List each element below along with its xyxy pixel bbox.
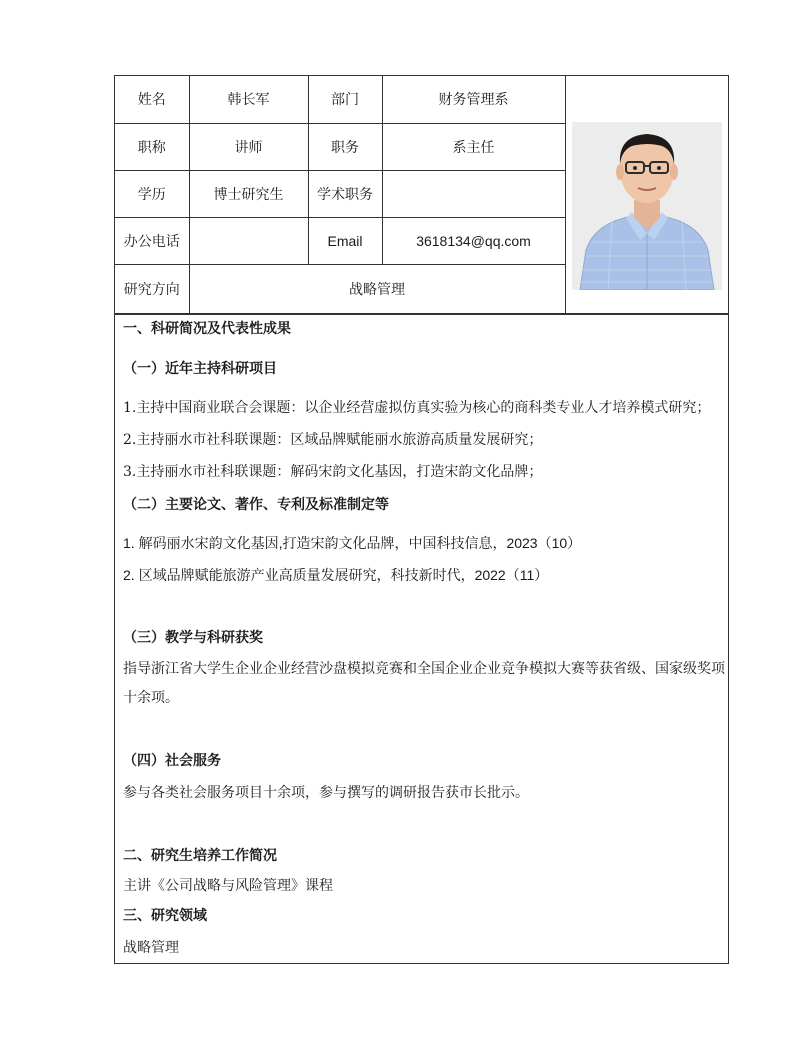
phone-value	[189, 217, 308, 264]
phone-label: 办公电话	[115, 217, 189, 264]
section1-sub3-heading: （三）教学与科研获奖	[123, 630, 263, 646]
table-bottom-divider	[114, 313, 729, 314]
section3-text: 战略管理	[123, 940, 179, 956]
research-value: 战略管理	[189, 264, 565, 314]
dept-label: 部门	[308, 76, 382, 123]
dept-value: 财务管理系	[382, 76, 565, 123]
section1-sub2-heading: （二）主要论文、著作、专利及标准制定等	[123, 497, 389, 513]
portrait-photo	[572, 122, 722, 290]
portrait-icon	[572, 122, 722, 290]
position-label: 职务	[308, 123, 382, 170]
paper-item-2: 2. 区域品牌赋能旅游产业高质量发展研究，科技新时代，2022（11）	[123, 567, 549, 583]
awards-text-line2: 十余项。	[123, 690, 179, 706]
position-value: 系主任	[382, 123, 565, 170]
section2-heading: 二、研究生培养工作简况	[123, 848, 277, 864]
research-label: 研究方向	[115, 264, 189, 314]
project-item-3: 3.主持丽水市社科联课题：解码宋韵文化基因，打造宋韵文化品牌；	[123, 464, 543, 480]
project-item-1: 1.主持中国商业联合会课题：以企业经营虚拟仿真实验为核心的商科类专业人才培养模式研究；	[123, 400, 711, 416]
section1-sub4-heading: （四）社会服务	[123, 753, 221, 769]
education-label: 学历	[115, 170, 189, 217]
name-label: 姓名	[115, 76, 189, 123]
title-label: 职称	[115, 123, 189, 170]
education-value: 博士研究生	[189, 170, 308, 217]
section1-heading: 一、科研简况及代表性成果	[123, 321, 291, 337]
paper-item-1: 1. 解码丽水宋韵文化基因,打造宋韵文化品牌，中国科技信息，2023（10）	[123, 535, 582, 551]
section1-sub1-heading: （一）近年主持科研项目	[123, 361, 277, 377]
academic-label: 学术职务	[308, 170, 382, 217]
awards-text-line1: 指导浙江省大学生企业企业经营沙盘模拟竞赛和全国企业企业竞争模拟大赛等获省级、国家级奖项	[123, 661, 725, 677]
email-value: 3618134@qq.com	[382, 217, 565, 264]
service-text: 参与各类社会服务项目十余项，参与撰写的调研报告获市长批示。	[123, 785, 529, 801]
section3-heading: 三、研究领域	[123, 908, 207, 924]
section2-text: 主讲《公司战略与风险管理》课程	[123, 878, 333, 894]
project-item-2: 2.主持丽水市社科联课题：区域品牌赋能丽水旅游高质量发展研究；	[123, 432, 543, 448]
academic-value	[382, 170, 565, 217]
title-value: 讲师	[189, 123, 308, 170]
email-label: Email	[308, 217, 382, 264]
profile-sheet	[114, 75, 729, 964]
name-value: 韩长军	[189, 76, 308, 123]
